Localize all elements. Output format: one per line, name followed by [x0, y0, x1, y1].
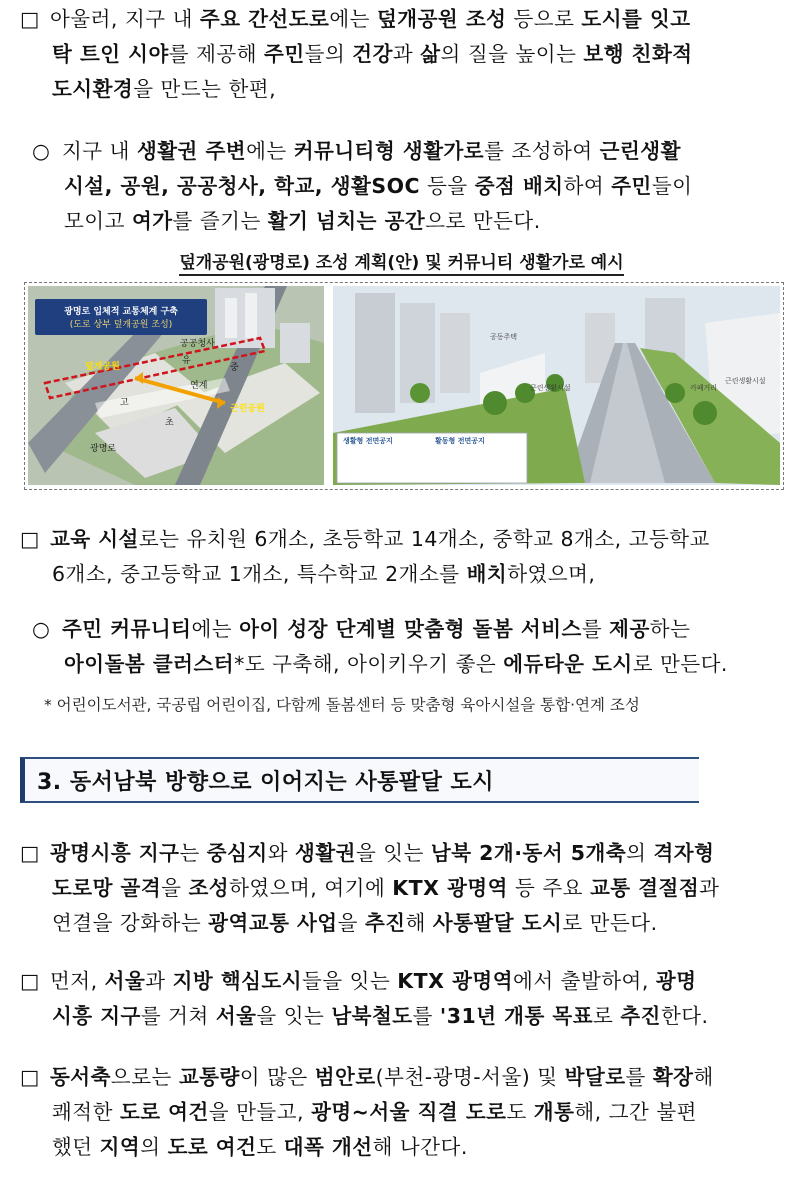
text-run: 로는: [138, 527, 187, 551]
emphasis: 개통: [533, 1100, 575, 1124]
text-line: [20, 999, 790, 1034]
emphasis: 남북철도: [331, 1004, 413, 1028]
square-bullet: □: [20, 969, 40, 993]
emphasis: 주민: [264, 42, 305, 66]
figure-frame: [24, 282, 784, 490]
text-run: 를 즐기는: [172, 209, 268, 233]
emphasis: KTX 광명역: [397, 969, 514, 993]
text-run: 아울러, 지구 내: [50, 7, 200, 31]
text-line: [20, 647, 790, 682]
text-run: 도: [506, 1100, 534, 1124]
emphasis: 남북 2개·동서 5개축: [430, 841, 627, 865]
street-label: 근린생활시설: [725, 377, 766, 385]
map-banner-line1: 광명로 입체적 교통체계 구축: [64, 307, 178, 317]
text-line: [20, 2, 790, 37]
paragraph-rail: [20, 964, 790, 1034]
emphasis: 지방 핵심도시: [172, 969, 303, 993]
emphasis: 교통량: [178, 1065, 240, 1089]
paragraph-grid-roads: [20, 836, 790, 941]
text-run: 등 주요: [508, 876, 590, 900]
square-bullet: □: [20, 527, 40, 551]
paragraph-east-west: [20, 1060, 790, 1165]
text-run: 하였으며, 여기에: [229, 876, 393, 900]
text-run: 들을 잇는: [302, 969, 398, 993]
emphasis: 제공: [609, 617, 650, 641]
paragraph-education: [20, 522, 790, 592]
emphasis: 동서축: [50, 1065, 111, 1089]
text-line: [20, 836, 790, 871]
emphasis: 아이 성장 단계별 맞춤형 돌봄 서비스: [239, 617, 582, 641]
emphasis: 생활권: [295, 841, 356, 865]
caption-text: 덮개공원(광명로) 조성 계획(안) 및 커뮤니티 생활가로 예시: [179, 253, 623, 276]
text-run: 의: [140, 1135, 168, 1159]
text-run: 으로는: [110, 1065, 179, 1089]
text-run: 해: [405, 911, 433, 935]
text-run: 를: [412, 1004, 440, 1028]
emphasis: 광명~서울 직결 도로: [311, 1100, 507, 1124]
text-run: 하였으며,: [507, 562, 596, 586]
emphasis: 대폭 개선: [283, 1135, 373, 1159]
text-run: 을 만드는 한편,: [133, 77, 277, 101]
section-heading: [20, 757, 699, 803]
text-run: 와: [267, 841, 296, 865]
street-label: 카페거리: [690, 384, 718, 392]
emphasis: 도로 여건: [167, 1135, 257, 1159]
figure-caption: [0, 248, 803, 273]
emphasis: 광명시흥 지구: [50, 841, 180, 865]
emphasis: 조성: [188, 876, 230, 900]
emphasis: KTX 광명역: [392, 876, 508, 900]
text-run: 들의: [304, 42, 353, 66]
panel-label: 생활형 전면공지: [343, 437, 393, 445]
text-run: 에는: [191, 617, 240, 641]
emphasis: 교육 시설: [50, 527, 139, 551]
emphasis: 박달로: [564, 1065, 626, 1089]
text-line: [20, 871, 790, 906]
emphasis: 범안로: [314, 1065, 376, 1089]
text-line: [20, 557, 790, 592]
map-link-label: 연계: [190, 381, 208, 391]
text-line: [20, 134, 790, 169]
text-line: [20, 72, 790, 107]
emphasis: 중심지: [206, 841, 268, 865]
emphasis: 서울: [215, 1004, 257, 1028]
emphasis: 주민: [611, 174, 652, 198]
text-run: 6개소, 중고등학교 1개소, 특수학교 2개소: [52, 562, 440, 586]
emphasis: 격자형: [653, 841, 715, 865]
text-run: 에는: [329, 7, 377, 31]
emphasis: 지역: [99, 1135, 141, 1159]
map-label: 공공청사: [180, 339, 215, 349]
text-run: 의: [626, 841, 654, 865]
text-run: 도: [256, 1135, 284, 1159]
emphasis: 커뮤니티형 생활가로: [293, 139, 485, 163]
text-run: 의 질을 높이는: [440, 42, 584, 66]
text-line: [20, 169, 790, 204]
text-run: 하는: [649, 617, 691, 641]
paragraph-living-street: [20, 134, 790, 239]
circle-bullet: ○: [32, 139, 51, 163]
text-line: [20, 906, 790, 941]
emphasis: 근린생활: [599, 139, 681, 163]
text-run: 으로 만든다.: [425, 209, 541, 233]
emphasis: 덮개공원 조성: [376, 7, 507, 31]
text-run: 과: [699, 876, 720, 900]
square-bullet: □: [20, 7, 40, 31]
emphasis: 에듀타운 도시: [503, 652, 633, 676]
emphasis: 시흥 지구: [52, 1004, 141, 1028]
text-run: 등을: [420, 174, 475, 198]
footnote: * 어린이도서관, 국공립 어린이집, 다함께 돌봄센터 등 맞춤형 육아시설을 통합·연계 조성: [44, 696, 640, 714]
panel-label: 활동형 전면공지: [435, 437, 485, 445]
text-run: 하여: [563, 174, 612, 198]
text-run: *도 구축해, 아이키우기 좋은: [234, 652, 504, 676]
emphasis: 주요 간선도로: [199, 7, 330, 31]
text-run: 해 나간다.: [372, 1135, 468, 1159]
text-run: 로 만든다.: [562, 911, 658, 935]
text-run: 쾌적한: [52, 1100, 120, 1124]
text-line: [20, 1130, 790, 1165]
map-park-label: 덮개공원: [85, 362, 120, 372]
emphasis: 배치: [466, 562, 508, 586]
emphasis: 중점 배치: [474, 174, 564, 198]
text-run: 이 많은: [239, 1065, 315, 1089]
emphasis: 탁 트인 시야: [52, 42, 169, 66]
text-run: 등으로: [506, 7, 582, 31]
paragraph-sidewalk-parks: [20, 2, 790, 107]
text-run: 를: [439, 562, 467, 586]
figure-illustrations: [25, 283, 783, 489]
street-label: 근린생활시설: [530, 384, 571, 392]
emphasis: 도로 여건: [119, 1100, 209, 1124]
square-bullet: □: [20, 1065, 40, 1089]
text-run: 를: [581, 617, 610, 641]
circle-bullet: ○: [32, 617, 51, 641]
emphasis: 사통팔달 도시: [432, 911, 563, 935]
text-run: 를: [625, 1065, 653, 1089]
text-run: 을 만들고,: [208, 1100, 312, 1124]
emphasis: 아이돌봄 클러스터: [64, 652, 235, 676]
text-run: 에서 출발하여,: [513, 969, 656, 993]
map-label: 광명로: [90, 444, 117, 454]
emphasis: 여가: [131, 209, 173, 233]
text-run: (부천-광명-서울) 및: [375, 1065, 565, 1089]
emphasis: 서울: [104, 969, 146, 993]
text-run: 로 만든다.: [632, 652, 728, 676]
text-run: 을 잇는: [256, 1004, 332, 1028]
text-line: [20, 37, 790, 72]
text-run: 해, 그간 불편: [574, 1100, 697, 1124]
emphasis: 활기 넘치는 공간: [267, 209, 426, 233]
emphasis: 시설, 공원, 공공청사, 학교, 생활SOC: [64, 174, 421, 198]
map-label: 유: [182, 356, 191, 366]
paragraph-childcare: [20, 612, 790, 682]
emphasis: 추진: [620, 1004, 661, 1028]
text-run: 을: [337, 911, 365, 935]
emphasis: 교통 결절점: [589, 876, 700, 900]
text-line: [20, 204, 790, 239]
map-label: 중: [230, 363, 239, 373]
text-line: [20, 522, 790, 557]
street-label: 공동주택: [490, 333, 518, 341]
emphasis: 광역교통 사업: [208, 911, 338, 935]
text-line: [20, 964, 790, 999]
text-run: 유치원 6개소, 초등학교 14개소, 중학교 8개소, 고등학교: [186, 527, 710, 551]
map-banner-line2: (도로 상부 덮개공원 조성): [69, 320, 173, 330]
emphasis: 확장: [652, 1065, 694, 1089]
text-run: 를 제공해: [168, 42, 265, 66]
emphasis: 도시를 잇고: [581, 7, 691, 31]
text-run: 을: [161, 876, 189, 900]
text-run: 연결을 강화하는: [52, 911, 209, 935]
emphasis: 도시환경: [52, 77, 134, 101]
text-run: 로: [593, 1004, 621, 1028]
text-run: 지구 내: [62, 139, 137, 163]
map-park-label: 근린공원: [230, 404, 265, 414]
text-run: 해: [693, 1065, 714, 1089]
text-run: 를 거쳐: [140, 1004, 216, 1028]
emphasis: 도로망 골격: [52, 876, 162, 900]
text-run: 과: [145, 969, 173, 993]
text-run: 먼저,: [50, 969, 105, 993]
emphasis: 생활권 주변: [136, 139, 247, 163]
text-run: 모이고: [64, 209, 132, 233]
map-label: 초: [165, 418, 174, 428]
text-run: 과: [392, 42, 421, 66]
map-label: 고: [120, 398, 129, 408]
text-line: [20, 1095, 790, 1130]
text-run: 들이: [651, 174, 693, 198]
emphasis: 주민 커뮤니티: [62, 617, 192, 641]
emphasis: 건강: [352, 42, 393, 66]
text-run: 했던: [52, 1135, 100, 1159]
square-bullet: □: [20, 841, 40, 865]
emphasis: 광명: [655, 969, 697, 993]
emphasis: 보행 친화적: [583, 42, 693, 66]
text-line: [20, 612, 790, 647]
text-line: [20, 1060, 790, 1095]
emphasis: '31년 개통 목표: [439, 1004, 594, 1028]
text-run: 한다.: [660, 1004, 709, 1028]
emphasis: 삶: [420, 42, 441, 66]
text-run: 는: [179, 841, 207, 865]
text-run: 를 조성하여: [484, 139, 600, 163]
text-run: 을 잇는: [355, 841, 431, 865]
section-title: 3. 동서남북 방향으로 이어지는 사통팔달 도시: [37, 770, 494, 795]
text-run: 에는: [246, 139, 294, 163]
emphasis: 추진: [364, 911, 406, 935]
